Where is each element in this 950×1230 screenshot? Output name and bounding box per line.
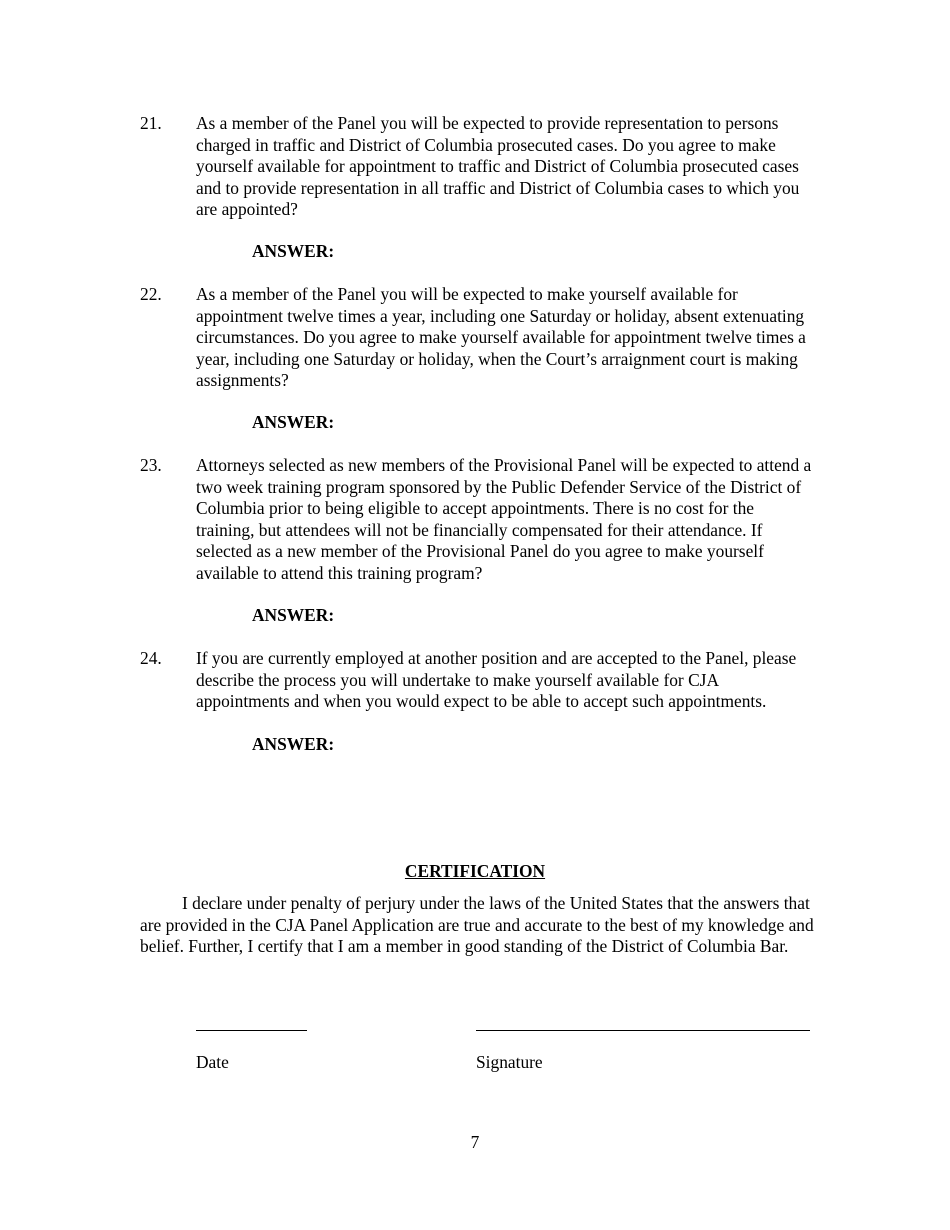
question-24: [140, 648, 820, 713]
question-text: As a member of the Panel you will be expected to make yourself available for appointment twelve times a year, including one Saturday or holiday, absent extenuating circumstances. Do you agree to make yourself available for appointment twelve times a year, including one Saturday or holiday, when the Court’s arraignment court is making assignments?: [196, 284, 806, 390]
question-text: Attorneys selected as new members of the Provisional Panel will be expected to attend a two week training program sponsored by the Public Defender Service of the District of Columbia prior to being eligible to accept appointments. There is no cost for the training, but attendees will not be financially compensated for their attendance. If selected as a new member of the Provisional Panel do you agree to make yourself available to attend this training program?: [196, 455, 812, 583]
certification-text: I declare under penalty of perjury under the laws of the United States that the answers that are provided in the CJA Panel Application are true and accurate to the best of my knowledge and belief. Further, I certify that I am a member in good standing of the District of Columbia Bar.: [140, 893, 814, 956]
date-line: [196, 1030, 307, 1031]
answer-label-21: ANSWER:: [252, 241, 335, 261]
answer-label-22: ANSWER:: [252, 412, 335, 432]
question-23: [140, 455, 820, 584]
signature-label: Signature: [476, 1052, 543, 1072]
question-number: 22.: [140, 284, 162, 304]
certification-title: CERTIFICATION: [404, 861, 546, 881]
question-text: If you are currently employed at another position and are accepted to the Panel, please describe the process you will undertake to make yourself available for CJA appointments and when you would expect to be able to accept such appointments.: [196, 648, 797, 711]
question-22: [140, 284, 820, 392]
page-number: 7: [470, 1132, 480, 1152]
answer-label-24: ANSWER:: [252, 734, 335, 754]
answer-label-23: ANSWER:: [252, 605, 335, 625]
question-number: 23.: [140, 455, 162, 475]
question-21: [140, 113, 820, 221]
question-number: 24.: [140, 648, 162, 668]
question-text: As a member of the Panel you will be expected to provide representation to persons charged in traffic and District of Columbia prosecuted cases. Do you agree to make yourself available for appointment to traffic and District of Columbia prosecuted cases and to provide representation in all traffic and District of Columbia cases to which you are appointed?: [196, 113, 800, 219]
signature-line: [476, 1030, 810, 1031]
question-number: 21.: [140, 113, 162, 133]
date-label: Date: [196, 1052, 229, 1072]
